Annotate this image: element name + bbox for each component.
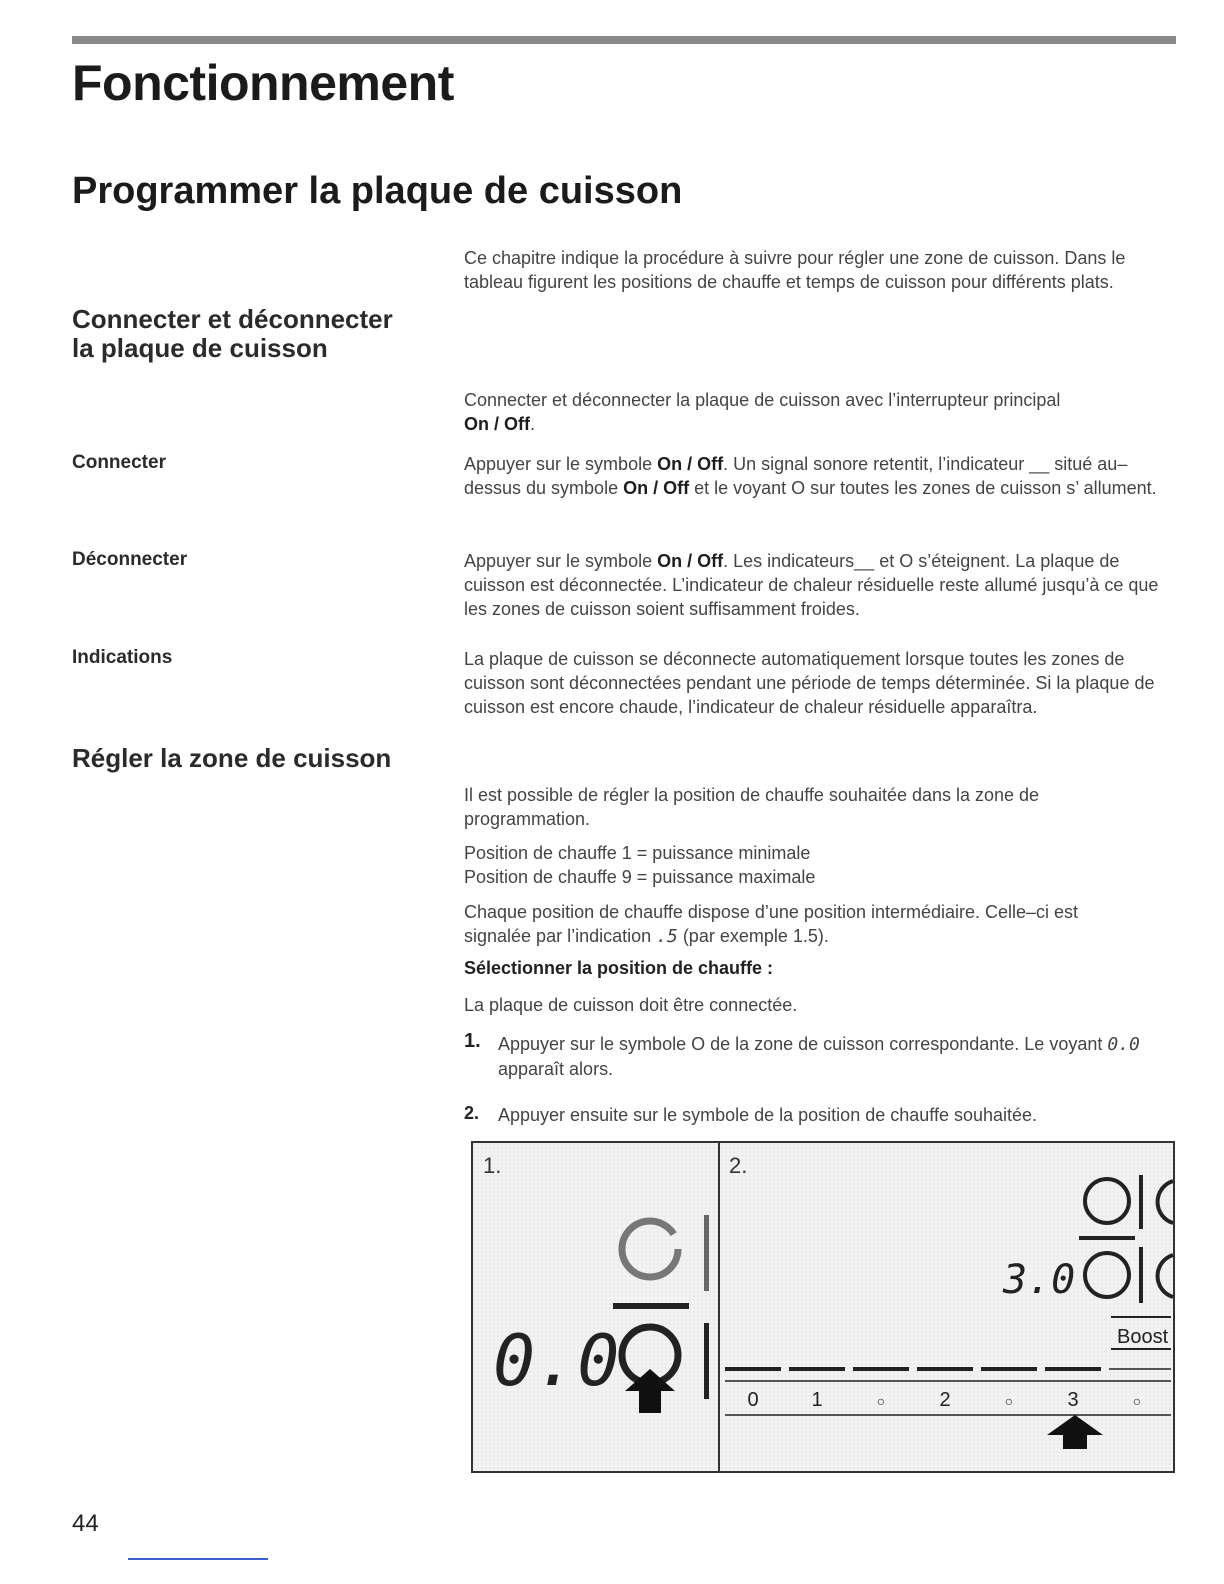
zone-indicator-line (613, 1303, 689, 1309)
step-1-text: Appuyer sur le symbole O de la zone de cuisson correspondante. Le voyant 0.0 apparaît alors. (498, 1034, 1140, 1079)
footer-link-line (128, 1558, 268, 1560)
disconnect-text: Appuyer sur le symbole On / Off. Les indicateurs__ et O s’éteignent. La plaque de cuisson est déconnectée. L’indicateur de chaleur résiduelle reste allumé jusqu’à ce que les zones de cuisson soient suffisamment froides. (464, 551, 1159, 619)
scale-half-step-button[interactable]: ○ (876, 1393, 886, 1409)
scale-half-step-button[interactable]: ○ (1004, 1393, 1014, 1409)
connect-text: Appuyer sur le symbole On / Off. Un signal sonore retentit, l’indicateur __ situé au–dessus du symbole On / Off et le voyant O sur toutes les zones de cuisson s’ allument. (464, 454, 1157, 498)
scale-segment (789, 1367, 845, 1371)
top-rule (72, 36, 1176, 44)
scale-level-button[interactable]: 0 (747, 1389, 759, 1411)
scale-segment (981, 1367, 1037, 1371)
intro-paragraph: Ce chapitre indique la procédure à suivre pour régler une zone de cuisson. Dans le tableau figurent les positions de chauffe et temps de cuisson pour différents plats. (464, 248, 1126, 292)
connect-heading (72, 305, 393, 363)
chapter-title: Fonctionnement (72, 55, 454, 111)
step-1-number: 1. (464, 1030, 481, 1052)
section-title: Programmer la plaque de cuisson (72, 170, 683, 212)
zone-bar-upper (704, 1215, 709, 1291)
zone-paragraph-2 (464, 841, 1180, 889)
connect-heading-line1: Connecter et déconnecter (72, 304, 393, 334)
zone-heading: Régler la zone de cuisson (72, 743, 392, 773)
zone-paragraph-4: La plaque de cuisson doit être connectée. (464, 995, 798, 1015)
scale-level-button[interactable]: 3 (1067, 1389, 1079, 1411)
heat-min-line: Position de chauffe 1 = puissance minimale (464, 843, 811, 863)
boost-label[interactable]: Boost (1117, 1326, 1169, 1348)
select-subheading: Sélectionner la position de chauffe : (464, 958, 774, 978)
half-step-symbol: .5 (656, 926, 678, 947)
connect-heading-line2: la plaque de cuisson (72, 333, 328, 363)
step-2-text: Appuyer ensuite sur le symbole de la position de chauffe souhaitée. (498, 1105, 1038, 1125)
zone-bar-top (1139, 1175, 1143, 1229)
panel-1-label: 1. (483, 1153, 502, 1178)
zone-bar-lower (704, 1323, 709, 1399)
zone-paragraph-3: Chaque position de chauffe dispose d’une position intermédiaire. Celle–ci est signalée par l’indication .5 (par exemple 1.5). (464, 902, 1079, 947)
zone-indicator-line-2 (1079, 1236, 1135, 1240)
scale-half-step-button[interactable]: ○ (1132, 1393, 1142, 1409)
scale-level-button[interactable]: 1 (811, 1389, 823, 1411)
control-panel-figure (471, 1141, 1175, 1473)
scale-segment (917, 1367, 973, 1371)
connect-intro: Connecter et déconnecter la plaque de cuisson avec l’interrupteur principal On / Off. (464, 390, 1061, 434)
panel-2-label: 2. (729, 1153, 748, 1178)
scale-segment (1045, 1367, 1101, 1371)
scale-segment (725, 1367, 781, 1371)
scale-level-button[interactable]: 2 (939, 1389, 951, 1411)
zone-bar-middle (1139, 1247, 1143, 1303)
step-2-number: 2. (464, 1103, 480, 1123)
zone-paragraph-1: Il est possible de régler la position de chauffe souhaitée dans la zone de programmation. (464, 785, 1040, 829)
page-number: 44 (72, 1510, 99, 1537)
disconnect-label: Déconnecter (72, 549, 188, 570)
zero-display-symbol: 0.0 (1107, 1034, 1140, 1055)
heat-max-line: Position de chauffe 9 = puissance maximale (464, 867, 816, 887)
scale-segment (853, 1367, 909, 1371)
connect-label: Connecter (72, 452, 166, 473)
control-panel-illustration (473, 1143, 1173, 1471)
panel-2-display: 3.0 (1003, 1257, 1076, 1303)
indications-text: La plaque de cuisson se déconnecte automatiquement lorsque toutes les zones de cuisson sont déconnectées pendant une période de temps déterminée. Si la plaque de cuisson est encore chaude, l’indicateur de chaleur résiduelle apparaîtra. (464, 649, 1155, 717)
panel-1-display: 0.0 (493, 1320, 620, 1402)
indications-label: Indications (72, 647, 173, 668)
